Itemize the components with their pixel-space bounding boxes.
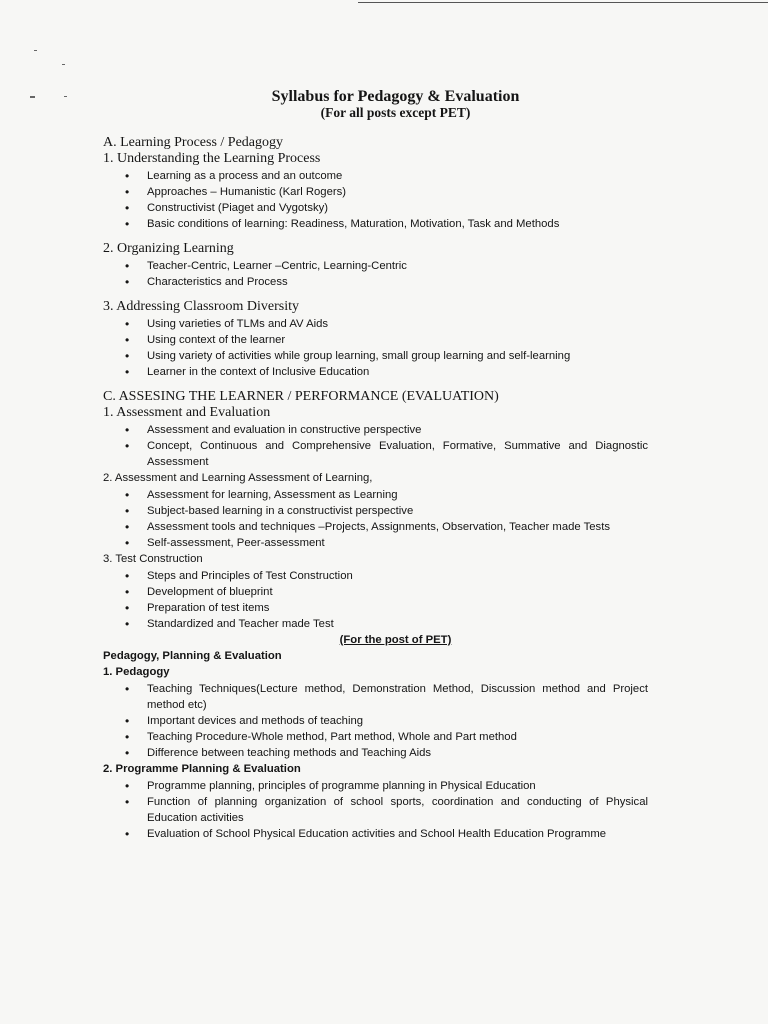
list-item: • Assessment and evaluation in constructive perspective	[103, 422, 648, 438]
list-item: • Steps and Principles of Test Construction	[103, 568, 648, 584]
list-item: • Learner in the context of Inclusive Education	[103, 364, 648, 380]
bullet-list	[103, 778, 648, 842]
document-page	[103, 88, 648, 842]
bullet-list	[103, 568, 648, 632]
group-heading: 2. Programme Planning & Evaluation	[103, 763, 301, 775]
list-item: • Teaching Techniques(Lecture method, Demonstration Method, Discussion method and Project method etc)	[103, 681, 648, 713]
list-item: • Teacher-Centric, Learner –Centric, Learning-Centric	[103, 258, 648, 274]
pet-heading: Pedagogy, Planning & Evaluation	[103, 650, 282, 662]
list-item: • Difference between teaching methods and Teaching Aids	[103, 745, 648, 761]
list-item: • Using variety of activities while group learning, small group learning and self-learning	[103, 348, 648, 364]
bullet-list	[103, 168, 648, 232]
list-item: • Standardized and Teacher made Test	[103, 616, 648, 632]
scan-edge-line	[358, 2, 768, 3]
group-heading: 3. Test Construction	[103, 553, 203, 565]
list-item: • Using context of the learner	[103, 332, 648, 348]
list-item: • Development of blueprint	[103, 584, 648, 600]
bullet-list	[103, 316, 648, 380]
section-a-heading: A. Learning Process / Pedagogy	[103, 135, 284, 150]
group-heading: 2. Organizing Learning	[103, 241, 234, 256]
list-item: • Assessment tools and techniques –Projects, Assignments, Observation, Teacher made Tests	[103, 519, 648, 535]
list-item: • Important devices and methods of teaching	[103, 713, 648, 729]
bullet-list	[103, 681, 648, 761]
list-item: • Basic conditions of learning: Readiness, Maturation, Motivation, Task and Methods	[103, 216, 648, 232]
list-item: • Evaluation of School Physical Education activities and School Health Education Programme	[103, 826, 648, 842]
scan-speck	[64, 96, 67, 97]
list-item: • Preparation of test items	[103, 600, 648, 616]
list-item: • Using varieties of TLMs and AV Aids	[103, 316, 648, 332]
bullet-list	[103, 422, 648, 470]
group-heading: 2. Assessment and Learning Assessment of Learning,	[103, 472, 373, 484]
list-item: • Characteristics and Process	[103, 274, 648, 290]
list-item: • Assessment for learning, Assessment as Learning	[103, 487, 648, 503]
group-heading: 1. Understanding the Learning Process	[103, 151, 321, 166]
section-c-heading: C. ASSESING THE LEARNER / PERFORMANCE (EVALUATION)	[103, 389, 499, 404]
document-subtitle: (For all posts except PET)	[320, 105, 471, 120]
bullet-list	[103, 258, 648, 290]
bullet-list	[103, 487, 648, 551]
group-heading: 3. Addressing Classroom Diversity	[103, 299, 299, 314]
list-item: • Approaches – Humanistic (Karl Rogers)	[103, 184, 648, 200]
list-item: • Learning as a process and an outcome	[103, 168, 648, 184]
pet-center-heading: (For the post of PET)	[339, 634, 452, 646]
list-item: • Subject-based learning in a constructivist perspective	[103, 503, 648, 519]
list-item: • Programme planning, principles of programme planning in Physical Education	[103, 778, 648, 794]
list-item: • Constructivist (Piaget and Vygotsky)	[103, 200, 648, 216]
group-heading: 1. Assessment and Evaluation	[103, 405, 271, 420]
list-item: • Teaching Procedure-Whole method, Part method, Whole and Part method	[103, 729, 648, 745]
list-item: • Self-assessment, Peer-assessment	[103, 535, 648, 551]
scan-speck	[34, 50, 37, 51]
list-item: • Function of planning organization of school sports, coordination and conducting of Physical Education activities	[103, 794, 648, 826]
document-title: Syllabus for Pedagogy & Evaluation	[271, 88, 520, 105]
scan-speck	[30, 96, 35, 98]
group-heading: 1. Pedagogy	[103, 666, 170, 678]
scan-speck	[62, 64, 65, 65]
list-item: • Concept, Continuous and Comprehensive Evaluation, Formative, Summative and Diagnostic Assessment	[103, 438, 648, 470]
